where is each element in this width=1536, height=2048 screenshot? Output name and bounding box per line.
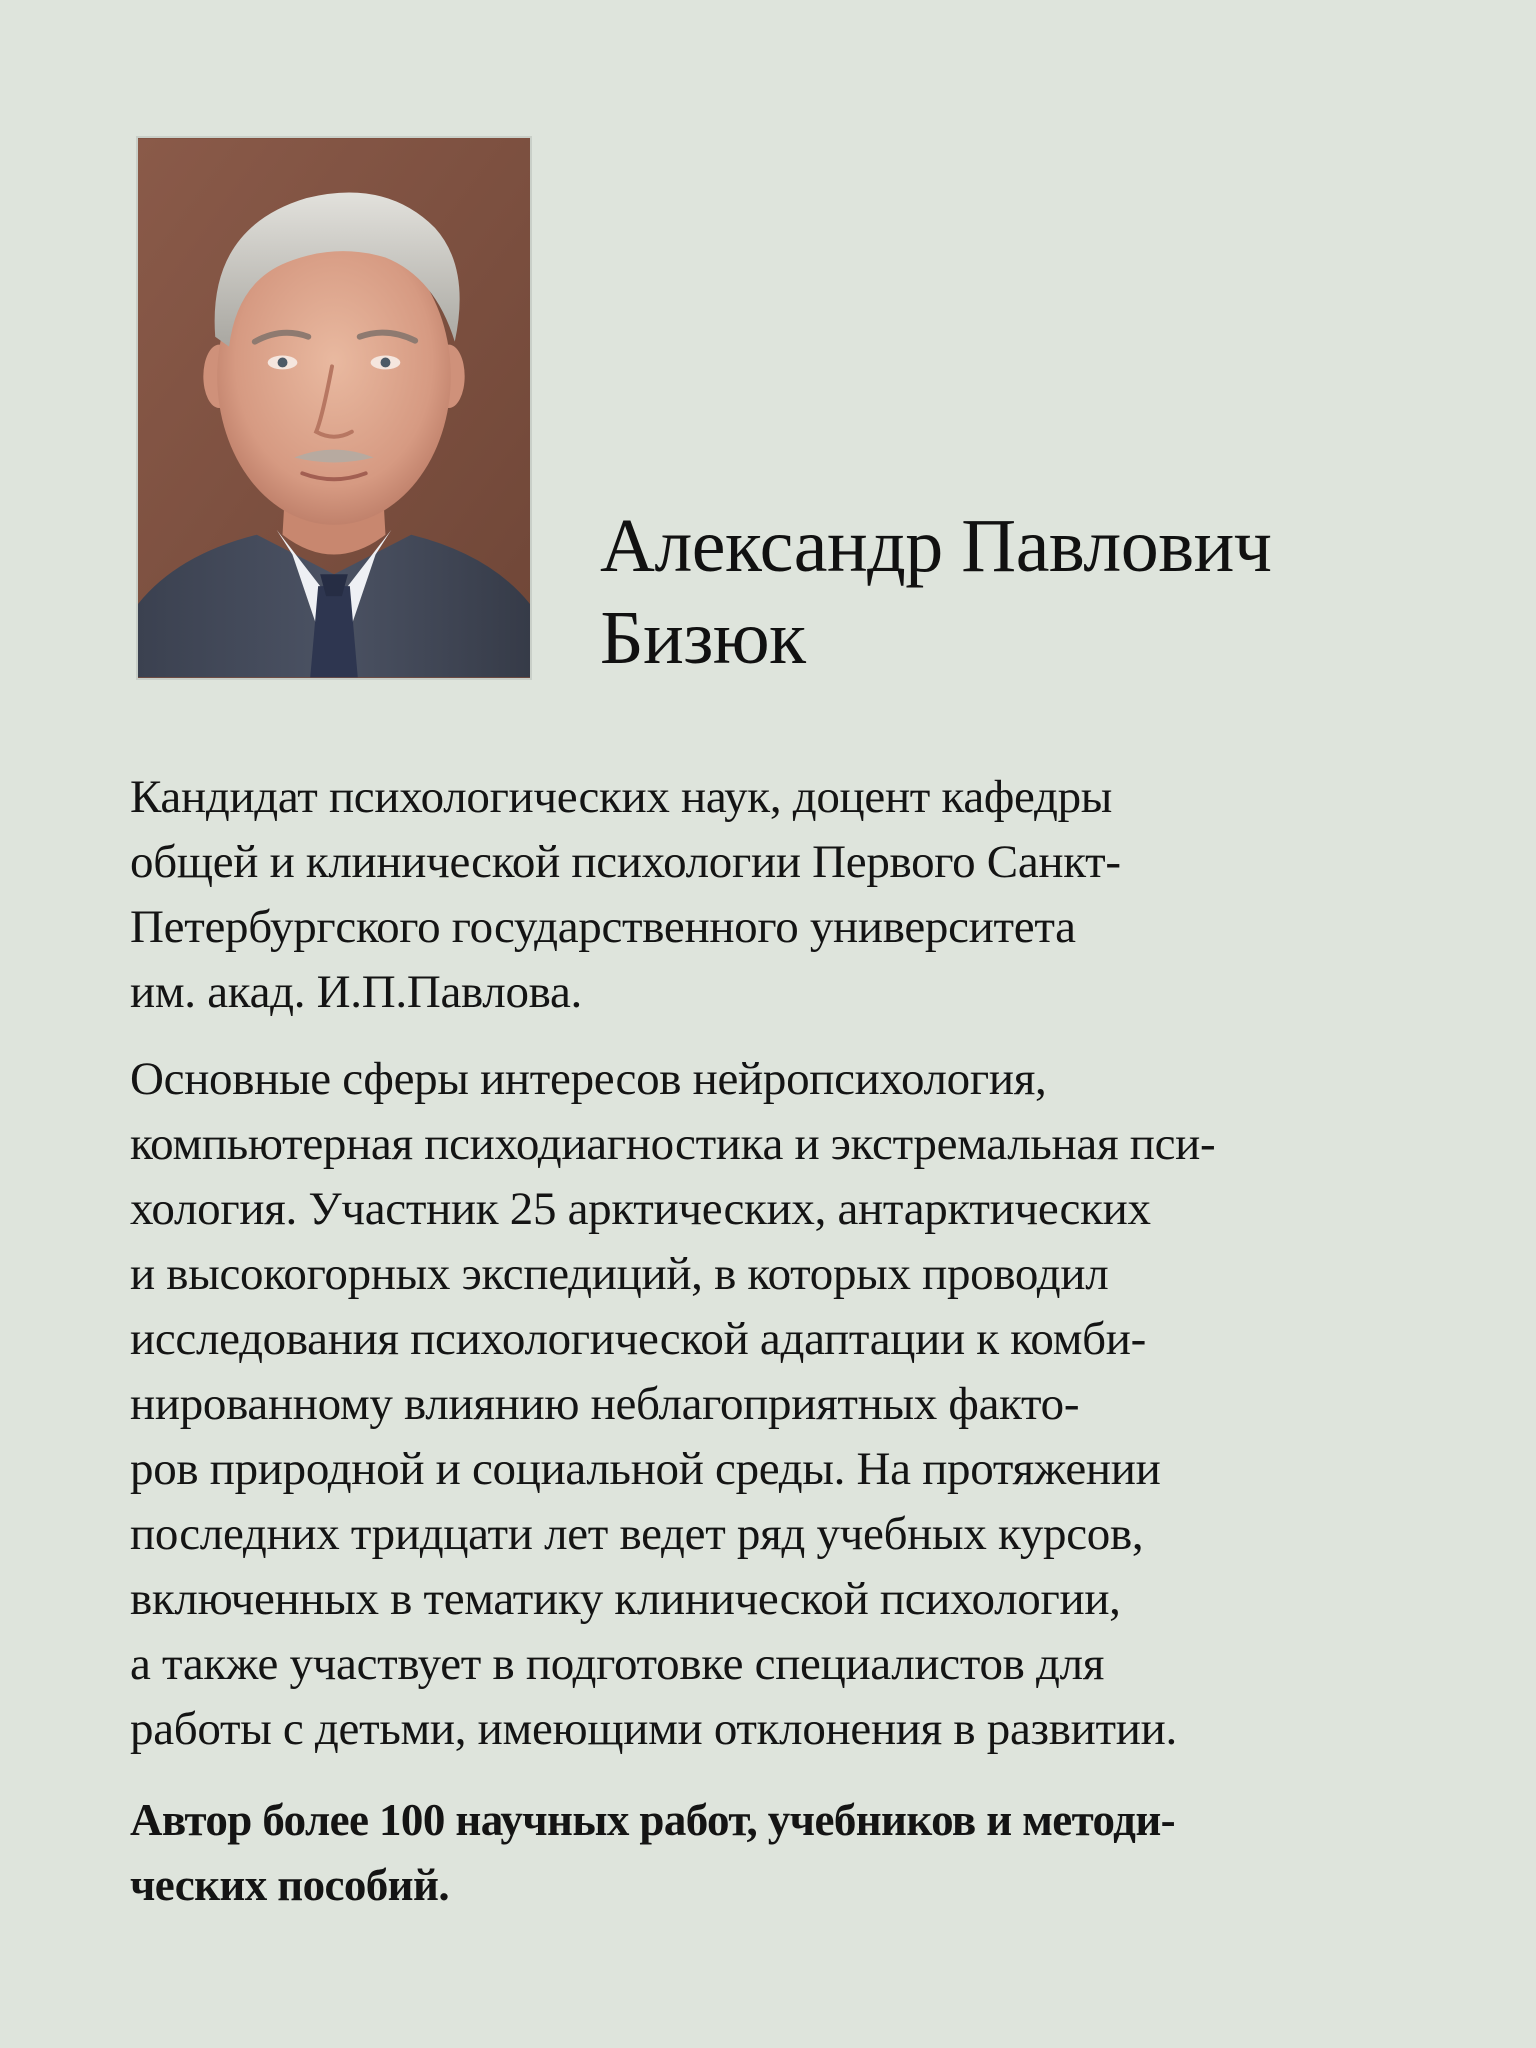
text-line: Автор более 100 научных работ, учебников и методи- <box>130 1795 1176 1845</box>
bio-interests-paragraph <box>130 1047 1420 1762</box>
text-line: нированному влиянию неблагоприятных факто- <box>130 1378 1080 1430</box>
author-photo <box>136 136 532 680</box>
text-line: им. акад. И.П.Павлова. <box>130 966 582 1018</box>
portrait-image <box>138 138 530 678</box>
text-line: а также участвует в подготовке специалистов для <box>130 1638 1105 1690</box>
author-name-line-2: Бизюк <box>600 596 806 680</box>
text-line: последних тридцати лет ведет ряд учебных курсов, <box>130 1508 1144 1560</box>
text-line: Петербургского государственного университета <box>130 901 1076 953</box>
text-line: Кандидат психологических наук, доцент кафедры <box>130 771 1113 823</box>
text-line: общей и клинической психологии Первого Санкт- <box>130 836 1121 888</box>
bio-position-paragraph <box>130 765 1420 1025</box>
text-line: ческих пособий. <box>130 1860 449 1910</box>
author-name-line-1: Александр Павлович <box>600 504 1272 588</box>
text-line: ров природной и социальной среды. На протяжении <box>130 1443 1161 1495</box>
bio-publications-paragraph <box>130 1788 1420 1918</box>
text-line: работы с детьми, имеющими отклонения в развитии. <box>130 1703 1177 1755</box>
text-line: Основные сферы интересов нейропсихология, <box>130 1053 1047 1105</box>
text-line: включенных в тематику клинической психологии, <box>130 1573 1121 1625</box>
text-line: исследования психологической адаптации к комби- <box>130 1313 1146 1365</box>
text-line: и высокогорных экспедиций, в которых проводил <box>130 1248 1109 1300</box>
text-line: компьютерная психодиагностика и экстремальная пси- <box>130 1118 1216 1170</box>
author-name <box>600 500 1500 684</box>
text-line: хология. Участник 25 арктических, антарктических <box>130 1183 1151 1235</box>
author-biography <box>130 765 1420 1918</box>
